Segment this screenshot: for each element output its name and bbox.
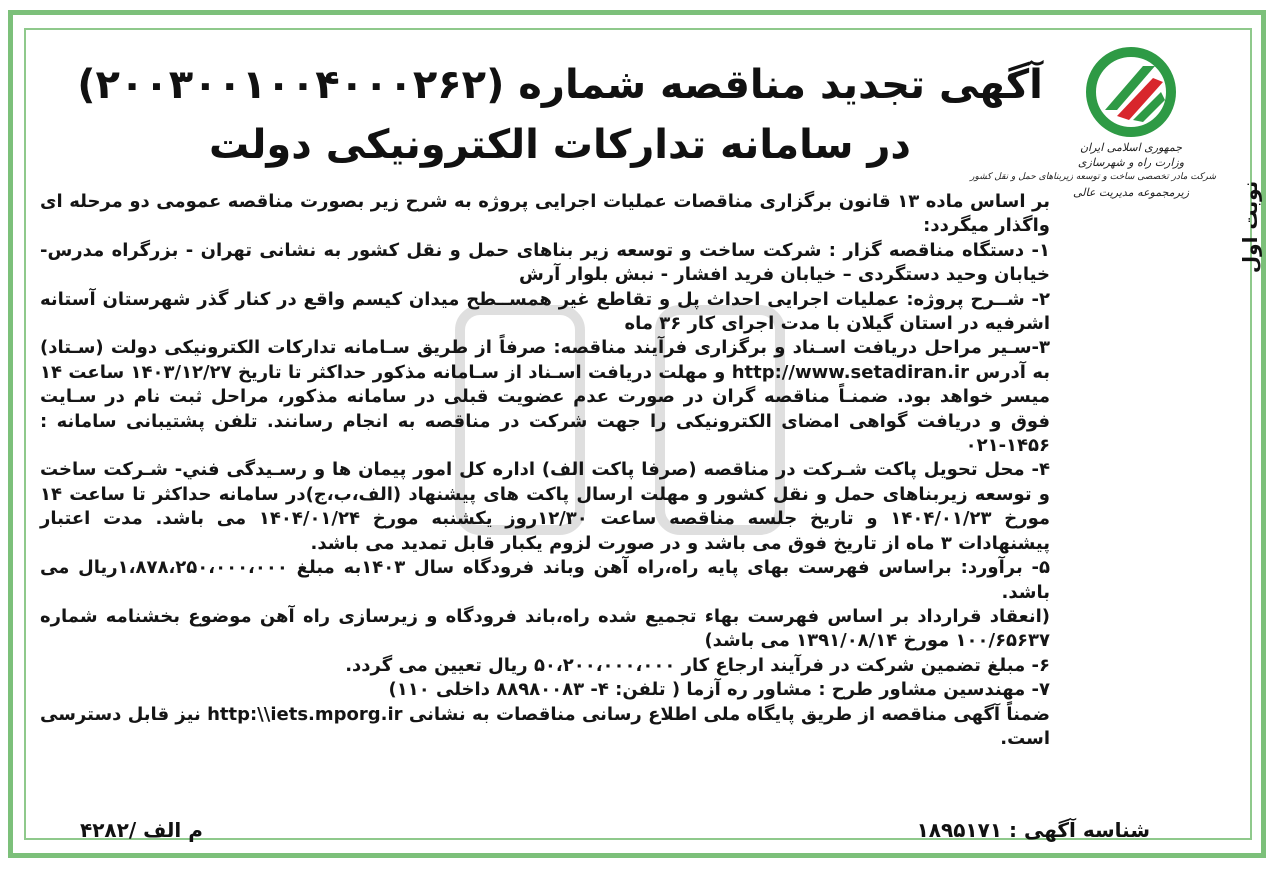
ad-id: شناسه آگهی : ۱۸۹۵۱۷۱ bbox=[916, 818, 1150, 842]
title-block bbox=[60, 55, 1060, 175]
paragraph-item-6: ۶- مبلغ تضمین شرکت در فرآیند ارجاع کار ۵۰،۲۰۰،۰۰۰،۰۰۰ ریال تعیین می گردد. bbox=[345, 654, 1050, 676]
title-line-1: آگهی تجدید مناقصه شماره (۲۰۰۳۰۰۱۰۰۴۰۰۰۲۶۲) bbox=[77, 62, 1043, 108]
paragraph-item-5-note: (انعقاد قرارداد بر اساس فهرست بهاء تجمیع شده راه،باند فرودگاه و زیرسازی راه آهن موضوع بخشنامه شماره ۱۰۰/۶۵۶۳۷ مورخ ۱۳۹۱/۰۸/۱۴ می باشد) bbox=[40, 605, 1050, 652]
logo-line-4: زیرمجموعه مدیریت عالی bbox=[1072, 186, 1190, 199]
edition-label: نوبت اول bbox=[1238, 180, 1262, 274]
paragraph-item-2: ۲- شــرح پروژه: عملیات اجرایی احداث پل و تقاطع غیر همســطح میدان کیسم واقع در کنار گذر شهرستان آستانه اشرفیه در استان گیلان با مدت اجرای کار ۳۶ ماه bbox=[40, 288, 1050, 335]
paragraph-item-7: ۷- مهندسین مشاور طرح : مشاور ره آزما ( تلفن: ۴- ۸۸۹۸۰۰۸۳ داخلی ۱۱۰) bbox=[388, 679, 1050, 701]
paragraph-item-3: ۳-سـیر مراحل دریافت اسـناد و برگزاری فرآیند مناقصه: صرفاً از طریق سـامانه تدارکات الکترونیکی دولت (سـتاد) به آدرس http://www.setadiran.ir و مهلت دریافت اسـناد از سـامانه مذکور حداکثر تا تاریخ ۱۴۰۳/۱۲/۲۷ ساعت ۱۴ میسر خواهد بود. ضمنـاً مناقصه گران در صورت عدم عضویت قبلی در سامانه مذکور، مراحل ثبت نام در سـایت فوق و دریافت گواهی امضای الکترونیکی را جهت شرکت در مناقصه به انجام رسانند. تلفن پشتیبانی سامانه : ۱۴۵۶-۰۲۱ bbox=[40, 337, 1051, 457]
logo bbox=[970, 40, 1216, 215]
paragraph-closing: ضمناً آگهی مناقصه از طریق پایگاه ملی اطلاع رسانی مناقصات به نشانی http:\\iets.mporg.ir نیز قابل دسترسی است. bbox=[40, 703, 1050, 749]
footer bbox=[60, 818, 1150, 848]
publication-code: م الف /۴۲۸۲ bbox=[80, 818, 203, 842]
announcement-body bbox=[40, 190, 1050, 751]
logo-line-2: وزارت راه و شهرسازی bbox=[1077, 156, 1185, 169]
logo-emblem-icon bbox=[1083, 44, 1179, 140]
logo-line-1: جمهوری اسلامی ایران bbox=[1079, 141, 1183, 154]
paragraph-item-5: ۵- برآورد: براساس فهرست بهای پایه راه،راه آهن وباند فرودگاه سال ۱۴۰۳به مبلغ ۱،۸۷۸،۲۵۰،۰۰۰،۰۰۰ریال می باشد. bbox=[40, 557, 1051, 603]
edition-label-box bbox=[1230, 170, 1270, 290]
logo-line-3: شرکت مادر تخصصی ساخت و توسعه زیربناهای حمل و نقل کشور bbox=[970, 172, 1216, 182]
paragraph-item-1: ۱- دستگاه مناقصه گزار : شرکت ساخت و توسعه زیر بناهای حمل و نقل کشور به نشانی تهران - بزرگراه مدرس- خیابان وحید دستگردی – خیابان فرید افشار - نبش بلوار آرش bbox=[40, 239, 1050, 286]
title-line-2: در سامانه تدارکات الکترونیکی دولت bbox=[209, 122, 911, 168]
paragraph-intro: بر اساس ماده ۱۳ قانون برگزاری مناقصات عملیات اجرایی پروژه به شرح زیر بصورت مناقصه عمومی دو مرحله ای واگذار میگردد: bbox=[40, 191, 1050, 237]
paragraph-item-4: ۴- محل تحویل پاکت شـرکت در مناقصه (صرفا پاکت الف) اداره کل امور پیمان ها و رسـیدگی فني- شـرکت ساخت و توسعه زیربناهای حمل و نقل کشور و مهلت ارسال پاکت های پیشنهاد (الف،ب،ج)در سامانه حداکثر تا ساعت ۱۴ مورخ ۱۴۰۴/۰۱/۲۳ و تاریخ جلسه مناقصه ساعت ۱۲/۳۰روز یکشنبه مورخ ۱۴۰۴/۰۱/۲۴ می باشد. مدت اعتبار پیشنهادات ۳ ماه از تاریخ فوق می باشد و در صورت لزوم یکبار قابل تمدید می باشد. bbox=[40, 459, 1051, 554]
